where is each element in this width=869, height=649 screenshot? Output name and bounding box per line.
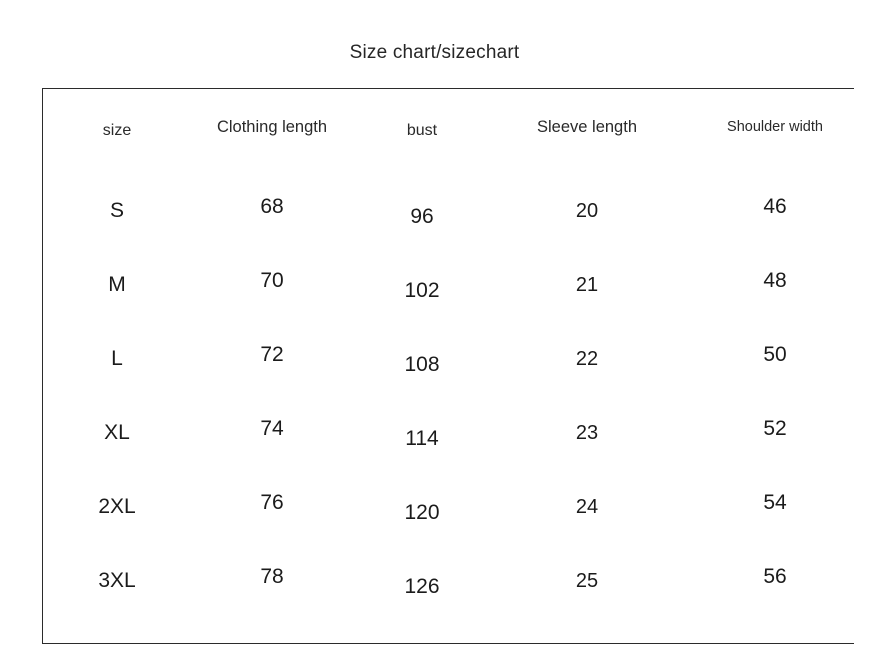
column-header-clothing-length: Clothing length	[216, 117, 328, 136]
table-row	[42, 248, 868, 322]
cell-sleeve-length: 24	[575, 495, 599, 518]
cell-size: S	[109, 199, 124, 222]
cell-sleeve-length: 20	[575, 199, 599, 222]
column-header-bust: bust	[406, 122, 438, 139]
cell-bust: 96	[410, 205, 434, 228]
cell-clothing-length: 78	[260, 565, 284, 588]
cell-bust: 102	[404, 279, 440, 302]
cell-shoulder-width: 46	[763, 195, 787, 218]
table-row	[42, 396, 868, 470]
page-title: Size chart/sizechart	[349, 42, 520, 63]
cell-clothing-length: 70	[260, 269, 284, 292]
cell-sleeve-length: 22	[575, 347, 599, 370]
cell-shoulder-width: 54	[763, 491, 787, 514]
cell-shoulder-width: 52	[763, 417, 787, 440]
table-row	[42, 544, 868, 618]
cell-sleeve-length: 25	[575, 569, 599, 592]
cell-shoulder-width: 56	[763, 565, 787, 588]
table-header-row	[42, 88, 868, 174]
cell-shoulder-width: 50	[763, 343, 787, 366]
size-table	[42, 88, 868, 644]
column-header-sleeve-length: Sleeve length	[537, 117, 637, 136]
cell-size: L	[111, 347, 123, 370]
cell-bust: 114	[405, 427, 439, 450]
cell-bust: 126	[404, 575, 440, 598]
cell-clothing-length: 74	[260, 417, 284, 440]
cell-sleeve-length: 23	[575, 421, 599, 444]
table-row	[42, 470, 868, 544]
cell-size: 2XL	[98, 495, 136, 518]
cell-size: M	[108, 273, 126, 296]
table-row	[42, 322, 868, 396]
column-header-size: size	[102, 122, 132, 139]
cell-size: XL	[104, 421, 130, 444]
cell-sleeve-length: 21	[575, 273, 599, 296]
table-row	[42, 174, 868, 248]
cell-size: 3XL	[98, 569, 136, 592]
cell-shoulder-width: 48	[763, 269, 787, 292]
cell-clothing-length: 76	[260, 491, 284, 514]
cell-bust: 120	[404, 501, 440, 524]
cell-clothing-length: 72	[260, 343, 284, 366]
cell-clothing-length: 68	[260, 195, 284, 218]
column-header-shoulder-width: Shoulder width	[727, 119, 823, 135]
cell-bust: 108	[404, 353, 440, 376]
